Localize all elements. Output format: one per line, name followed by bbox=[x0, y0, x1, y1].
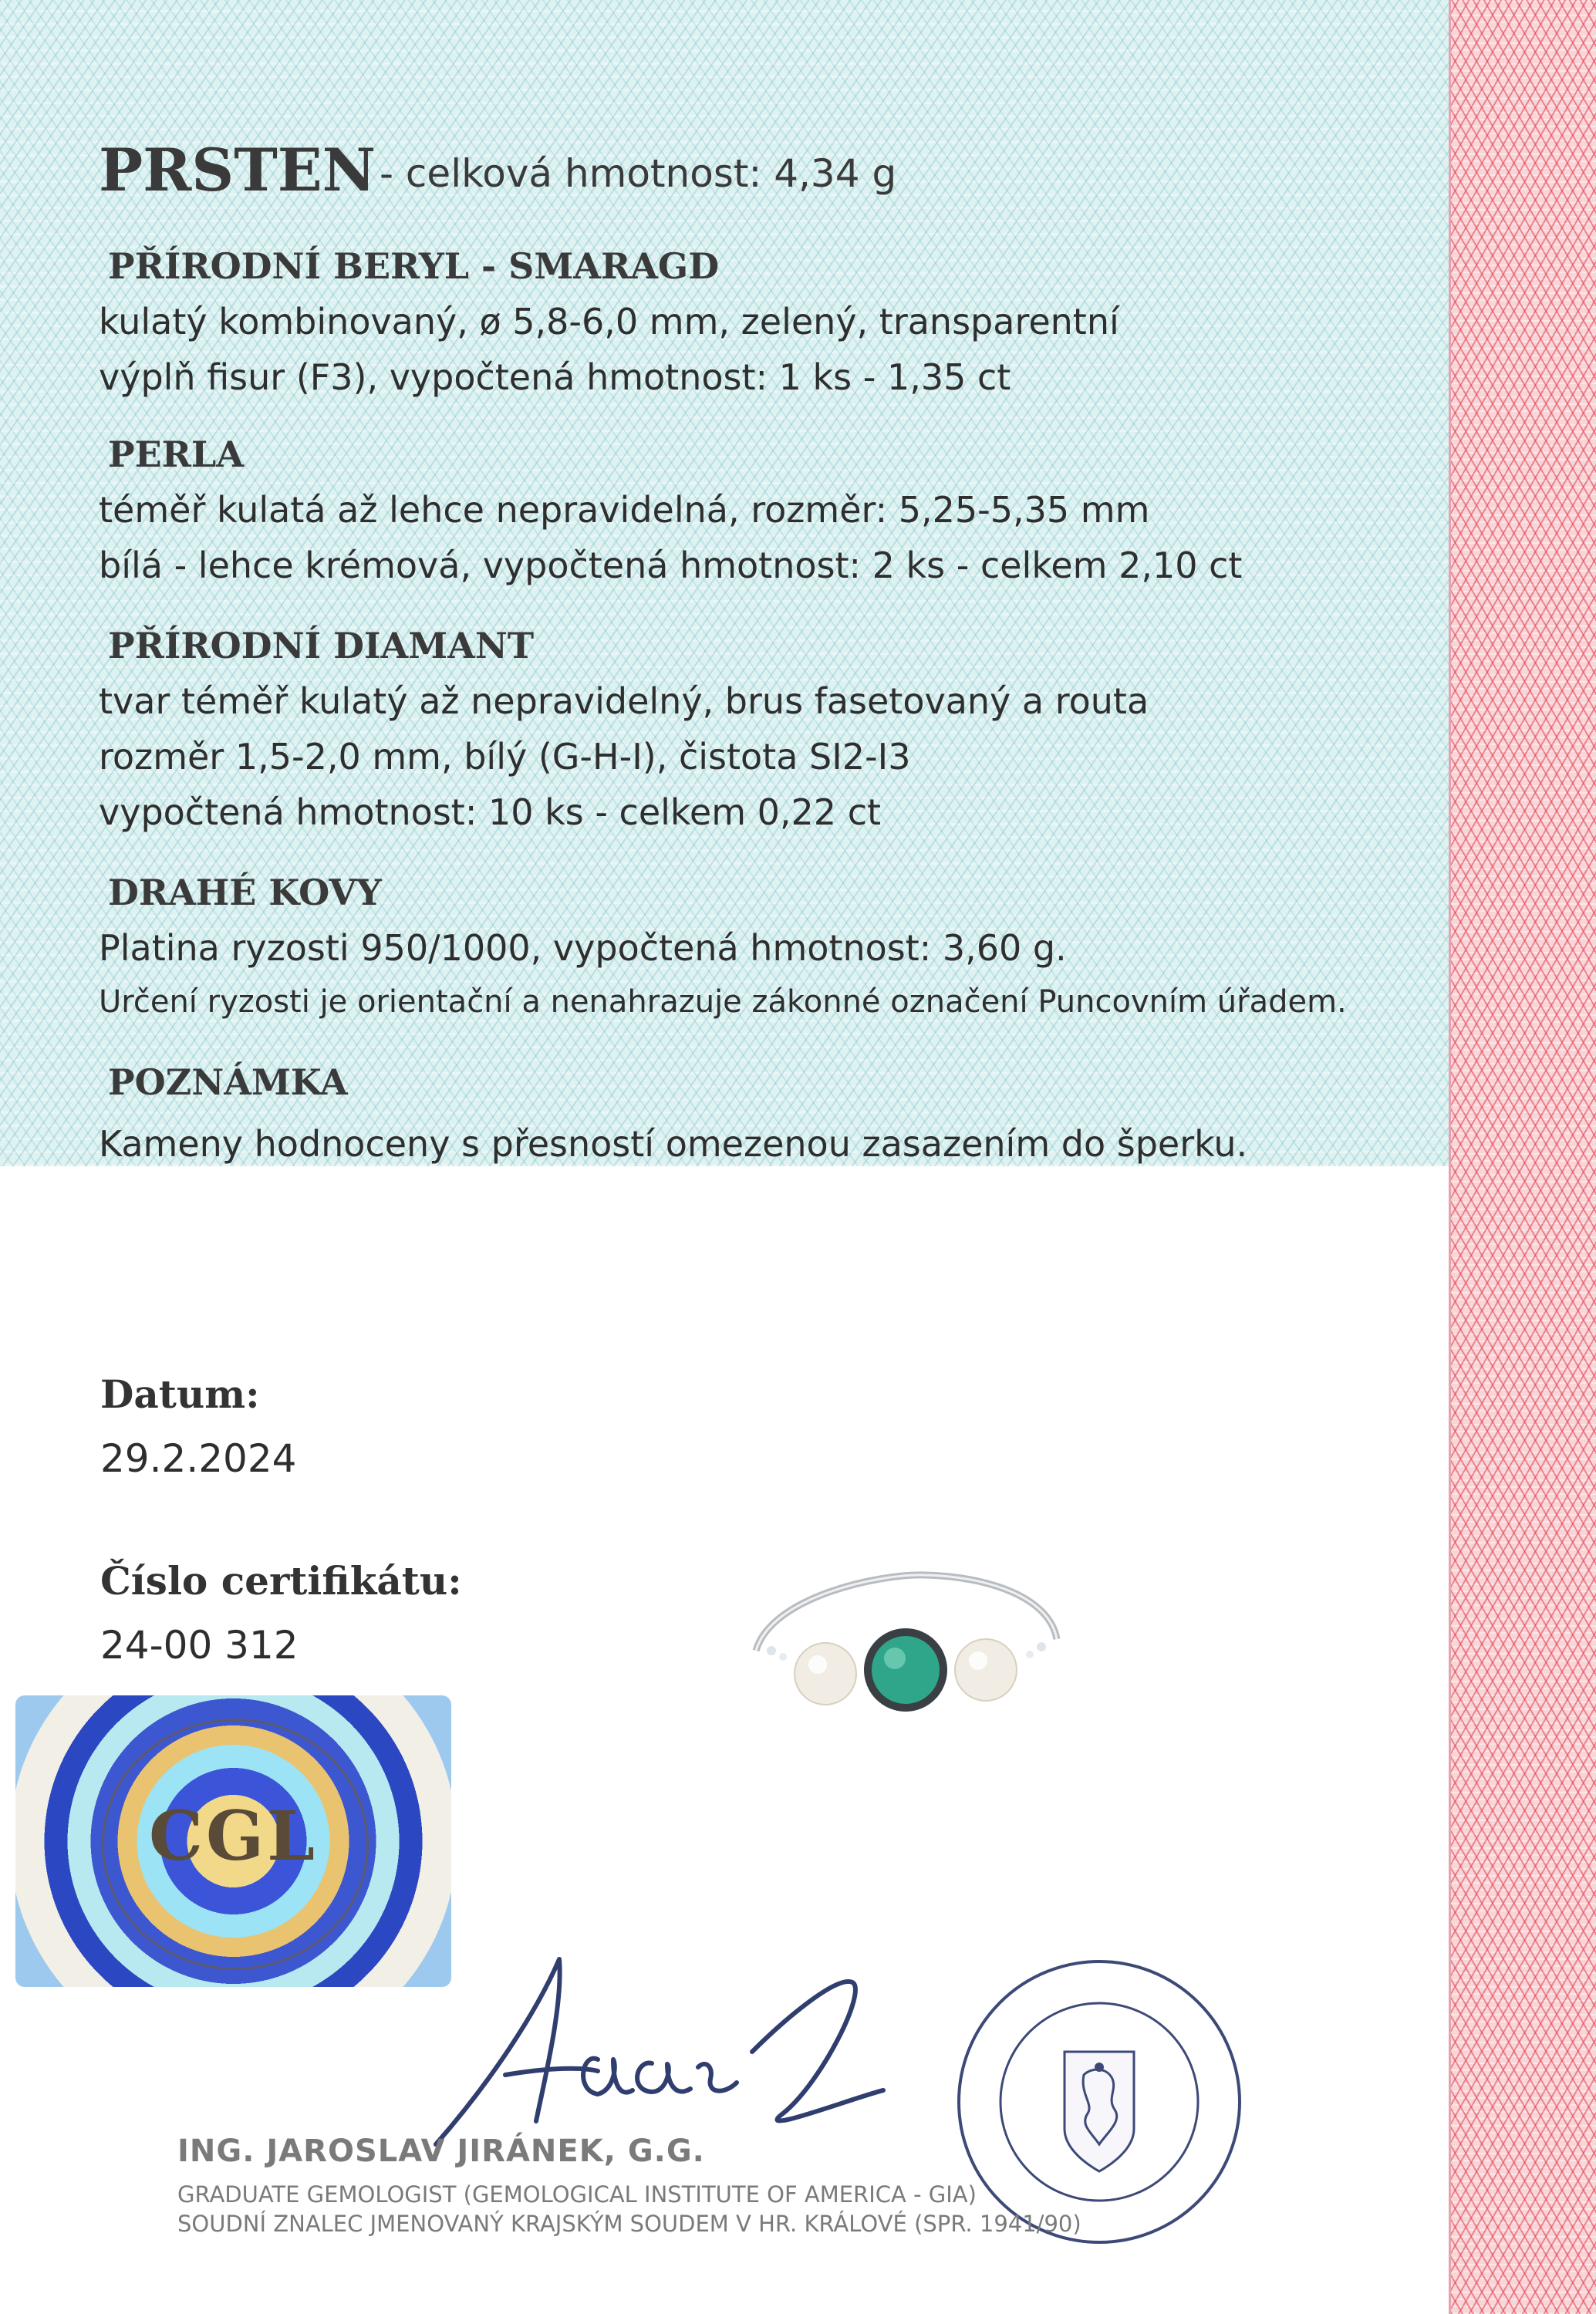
cgl-logo bbox=[15, 1695, 451, 1987]
item-title: PRSTEN bbox=[99, 136, 376, 204]
cgl-logo-text: CGL bbox=[148, 1796, 319, 1876]
metals-line-1: Platina ryzosti 950/1000, vypočtená hmotnost: 3,60 g. bbox=[99, 927, 1067, 969]
signatory-name: ING. JAROSLAV JIRÁNEK, G.G. bbox=[177, 2134, 705, 2169]
emerald-line-1: kulatý kombinovaný, ø 5,8-6,0 mm, zelený, transparentní bbox=[99, 301, 1119, 342]
section-heading-emerald: PŘÍRODNÍ BERYL - SMARAGD bbox=[108, 245, 720, 287]
section-heading-note: POZNÁMKA bbox=[108, 1061, 348, 1103]
date-label: Datum: bbox=[100, 1371, 260, 1417]
emerald-line-2: výplň fisur (F3), vypočtená hmotnost: 1 ks - 1,35 ct bbox=[99, 356, 1011, 398]
section-heading-metals: DRAHÉ KOVY bbox=[108, 872, 382, 913]
total-weight: - celková hmotnost: 4,34 g bbox=[380, 151, 897, 196]
diamond-line-3: vypočtená hmotnost: 10 ks - celkem 0,22 ct bbox=[99, 791, 882, 833]
signatory-credential: GRADUATE GEMOLOGIST (GEMOLOGICAL INSTITUTE OF AMERICA - GIA) bbox=[177, 2181, 977, 2208]
pearl-line-2: bílá - lehce krémová, vypočtená hmotnost: 2 ks - celkem 2,10 ct bbox=[99, 545, 1243, 586]
note-line-1: Kameny hodnoceny s přesností omezenou zasazením do šperku. bbox=[99, 1123, 1248, 1165]
certificate-label: Číslo certifikátu: bbox=[100, 1558, 462, 1604]
certificate-number: 24-00 312 bbox=[100, 1623, 299, 1668]
section-heading-diamond: PŘÍRODNÍ DIAMANT bbox=[108, 625, 535, 666]
metals-note: Určení ryzosti je orientační a nenahrazuje zákonné označení Puncovním úřadem. bbox=[99, 984, 1347, 1020]
security-border bbox=[1449, 0, 1596, 2314]
section-heading-pearl: PERLA bbox=[108, 433, 244, 475]
ring-photo bbox=[741, 1566, 1072, 1743]
signatory-court-appointment: SOUDNÍ ZNALEC JMENOVANÝ KRAJSKÝM SOUDEM V HR. KRÁLOVÉ (SPR. 1941/90) bbox=[177, 2211, 1081, 2237]
official-stamp bbox=[949, 1951, 1250, 2252]
diamond-line-2: rozměr 1,5-2,0 mm, bílý (G-H-I), čistota SI2-I3 bbox=[99, 736, 911, 778]
signature bbox=[420, 1913, 960, 2160]
diamond-line-1: tvar téměř kulatý až nepravidelný, brus fasetovaný a routa bbox=[99, 680, 1149, 722]
pearl-line-1: téměř kulatá až lehce nepravidelná, rozměr: 5,25-5,35 mm bbox=[99, 489, 1150, 531]
date-value: 29.2.2024 bbox=[100, 1436, 297, 1481]
